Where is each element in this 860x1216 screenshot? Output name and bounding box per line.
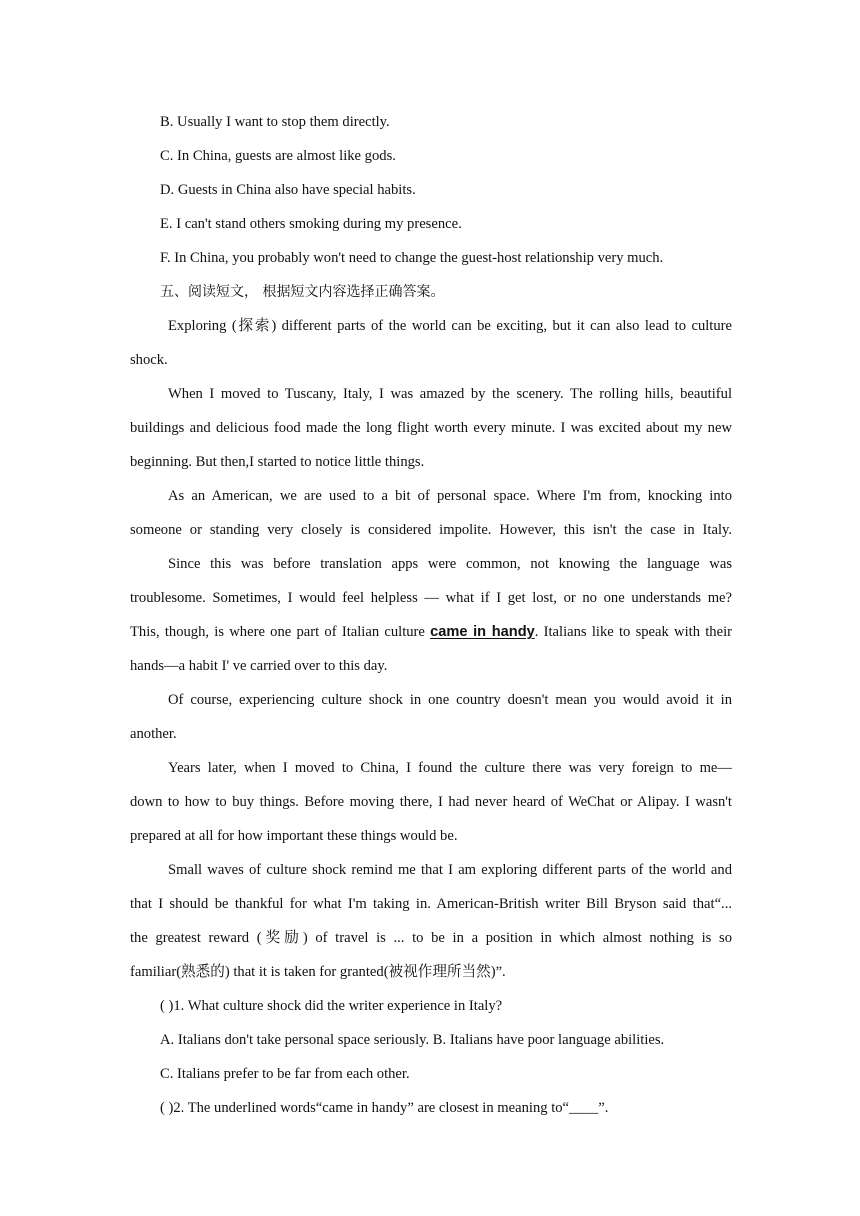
question-1-option-c: C. Italians prefer to be far from each other. [160, 1066, 410, 1082]
paragraph-5-line-2: another. [130, 726, 177, 742]
paragraph-6-line-1: Years later, when I moved to China, I found the culture there was very foreign to me— [168, 760, 732, 776]
option-d: D. Guests in China also have special habits. [160, 182, 416, 198]
paragraph-6-line-3: prepared at all for how important these things would be. [130, 828, 458, 844]
underlined-phrase: came in handy [430, 624, 535, 640]
option-c: C. In China, guests are almost like gods. [160, 148, 396, 164]
paragraph-1-line-2: shock. [130, 352, 168, 368]
paragraph-5-line-1: Of course, experiencing culture shock in one country doesn't mean you would avoid it in [168, 692, 732, 708]
paragraph-4-line-2: troublesome. Sometimes, I would feel helpless — what if I get lost, or no one understands me? [130, 590, 732, 606]
paragraph-4-line-3 [130, 622, 732, 642]
paragraph-7-line-1: Small waves of culture shock remind me that I am exploring different parts of the world and [168, 862, 732, 878]
paragraph-3-line-1: As an American, we are used to a bit of personal space. Where I'm from, knocking into [168, 488, 732, 504]
paragraph-7-line-4: familiar(熟悉的) that it is taken for granted(被视作理所当然)”. [130, 964, 506, 980]
option-b: B. Usually I want to stop them directly. [160, 114, 390, 130]
paragraph-6-line-2: down to how to buy things. Before moving there, I had never heard of WeChat or Alipay. I wasn't [130, 794, 732, 810]
paragraph-3-line-2: someone or standing very closely is considered impolite. However, this isn't the case in Italy. [130, 522, 732, 538]
question-2: ( )2. The underlined words“came in handy” are closest in meaning to“____”. [160, 1100, 609, 1116]
paragraph-4-line-4: hands—a habit I' ve carried over to this day. [130, 658, 388, 674]
paragraph-2-line-1: When I moved to Tuscany, Italy, I was amazed by the scenery. The rolling hills, beautiful [168, 386, 732, 402]
paragraph-4-line-3-end: . Italians like to speak with their [534, 624, 732, 640]
section-heading: 五、阅读短文， 根据短文内容选择正确答案。 [160, 284, 445, 300]
paragraph-2-line-3: beginning. But then,I started to notice little things. [130, 454, 425, 470]
paragraph-2-line-2: buildings and delicious food made the long flight worth every minute. I was excited about my new [130, 420, 732, 436]
option-e: E. I can't stand others smoking during my presence. [160, 216, 462, 232]
question-1-options-a-b: A. Italians don't take personal space seriously. B. Italians have poor language abilities. [160, 1032, 665, 1048]
paragraph-7-line-3: the greatest reward (奖励) of travel is ... to be in a position in which almost nothing is so [130, 930, 732, 946]
option-f: F. In China, you probably won't need to change the guest-host relationship very much. [160, 250, 664, 266]
paragraph-4-line-3-start: This, though, is where one part of Italian culture [130, 624, 431, 640]
paragraph-4-line-1: Since this was before translation apps were common, not knowing the language was [168, 556, 732, 572]
paragraph-7-line-2: that I should be thankful for what I'm taking in. American-British writer Bill Bryson said that“... [130, 896, 732, 912]
paragraph-1-line-1: Exploring (探索) different parts of the world can be exciting, but it can also lead to culture [168, 318, 732, 334]
question-1: ( )1. What culture shock did the writer experience in Italy? [160, 998, 503, 1014]
